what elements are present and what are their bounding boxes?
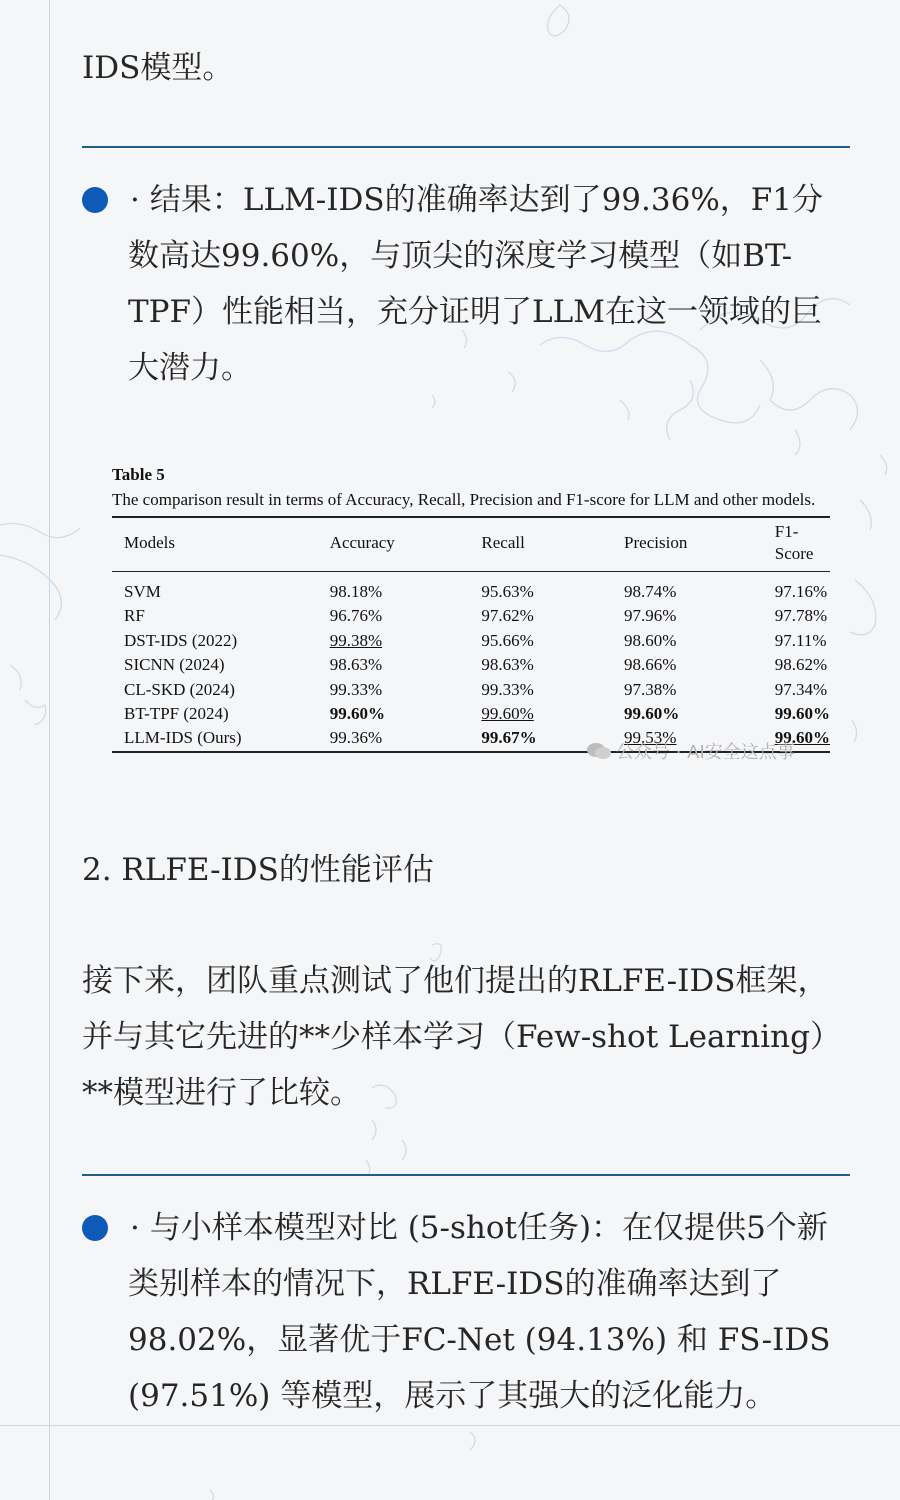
cell-precision: 98.74% bbox=[624, 582, 677, 601]
cell-f1-underlined: 99.60% bbox=[774, 728, 830, 748]
comparison-bullet-content: 与小样本模型对比 (5-shot任务)：在仅提供5个新类别样本的情况下，RLFE-IDS的准确率达到了98.02%，显著优于FC-Net (94.13%) 和 FS-IDS (97.51%) 等模型，展示了其强大的泛化能力。 bbox=[128, 1210, 831, 1414]
table-row bbox=[112, 702, 830, 726]
header-recall: Recall bbox=[481, 533, 525, 552]
cell-precision: 97.38% bbox=[624, 679, 677, 699]
intro-paragraph: IDS模型。 bbox=[82, 50, 234, 86]
cell-accuracy: 98.63% bbox=[329, 655, 383, 675]
comparison-bullet-text bbox=[128, 1200, 850, 1424]
cell-accuracy-underlined: 99.38% bbox=[329, 630, 383, 650]
cell-f1: 97.16% bbox=[774, 582, 828, 601]
cell-precision: 98.60% bbox=[624, 630, 677, 650]
wechat-watermark bbox=[586, 738, 795, 764]
table-title: Table 5 bbox=[112, 465, 165, 484]
cell-accuracy bbox=[318, 629, 470, 653]
section-divider-2 bbox=[82, 1174, 850, 1176]
table-row bbox=[112, 678, 830, 702]
cell-f1: 97.11% bbox=[774, 630, 827, 650]
cell-f1: 98.62% bbox=[774, 655, 828, 675]
cell-recall-underlined: 99.60% bbox=[481, 704, 534, 724]
cell-model: DST-IDS (2022) bbox=[124, 630, 238, 650]
result-bullet-text bbox=[128, 172, 850, 396]
result-bullet-content: 结果：LLM-IDS的准确率达到了99.36%，F1分数高达99.60%，与顶尖的深度学习模型（如BT-TPF）性能相当，充分证明了LLM在这一领域的巨大潜力。 bbox=[128, 182, 824, 386]
header-accuracy: Accuracy bbox=[329, 533, 395, 552]
rlfe-intro-paragraph: 接下来，团队重点测试了他们提出的RLFE-IDS框架，并与其它先进的**少样本学习（Few-shot Learning）**模型进行了比较。 bbox=[82, 963, 841, 1111]
cell-model: SVM bbox=[124, 582, 161, 601]
section-divider-1 bbox=[82, 146, 850, 148]
cell-model: RF bbox=[124, 606, 145, 626]
table-header-row bbox=[112, 517, 830, 572]
cell-accuracy: 96.76% bbox=[329, 606, 383, 626]
bullet-dot-1 bbox=[82, 187, 108, 213]
cell-recall: 98.63% bbox=[481, 655, 534, 675]
table-row bbox=[112, 604, 830, 628]
cell-model: LLM-IDS (Ours) bbox=[124, 728, 242, 748]
bullet-dot-2 bbox=[82, 1215, 108, 1241]
cell-precision: 97.96% bbox=[624, 606, 677, 626]
margin-guide-line bbox=[49, 0, 50, 1500]
cell-recall: 97.62% bbox=[481, 606, 534, 626]
comparison-table bbox=[112, 516, 830, 753]
cell-recall bbox=[469, 702, 612, 726]
comparison-table-figure bbox=[112, 462, 830, 753]
header-f1: F1-Score bbox=[774, 522, 814, 563]
cell-accuracy: 98.18% bbox=[329, 582, 383, 601]
cell-f1: 99.60% bbox=[774, 704, 830, 724]
cell-recall: 95.66% bbox=[481, 630, 534, 650]
bottom-guide-line bbox=[0, 1425, 900, 1426]
bullet-marker-2: · bbox=[130, 1210, 140, 1246]
bullet-marker-1: · bbox=[130, 182, 140, 218]
table-row bbox=[112, 629, 830, 653]
cell-recall: 99.33% bbox=[481, 679, 534, 699]
cell-precision: 98.66% bbox=[624, 655, 677, 675]
cell-precision: 99.60% bbox=[624, 704, 680, 724]
cell-f1: 97.34% bbox=[774, 679, 828, 699]
watermark-text: 公众号 · AI安全这点事 bbox=[616, 742, 795, 763]
table-caption: The comparison result in terms of Accuracy, Recall, Precision and F1-score for LLM and other models. bbox=[112, 490, 816, 509]
cell-precision-underlined: 99.53% bbox=[624, 728, 677, 748]
header-precision: Precision bbox=[624, 533, 688, 552]
cell-accuracy: 99.36% bbox=[329, 728, 383, 748]
table-row bbox=[112, 653, 830, 677]
wechat-icon bbox=[586, 742, 612, 760]
header-models: Models bbox=[124, 533, 175, 552]
cell-recall: 95.63% bbox=[481, 582, 534, 601]
section-heading: 2. RLFE-IDS的性能评估 bbox=[82, 852, 434, 888]
cell-recall: 99.67% bbox=[481, 728, 537, 748]
table-row bbox=[112, 572, 830, 605]
cell-accuracy: 99.60% bbox=[329, 704, 385, 724]
cell-model: BT-TPF (2024) bbox=[124, 704, 229, 724]
cell-accuracy: 99.33% bbox=[329, 679, 383, 699]
cell-model: CL-SKD (2024) bbox=[124, 679, 235, 699]
cell-model: SICNN (2024) bbox=[124, 655, 225, 675]
cell-f1: 97.78% bbox=[774, 606, 828, 626]
